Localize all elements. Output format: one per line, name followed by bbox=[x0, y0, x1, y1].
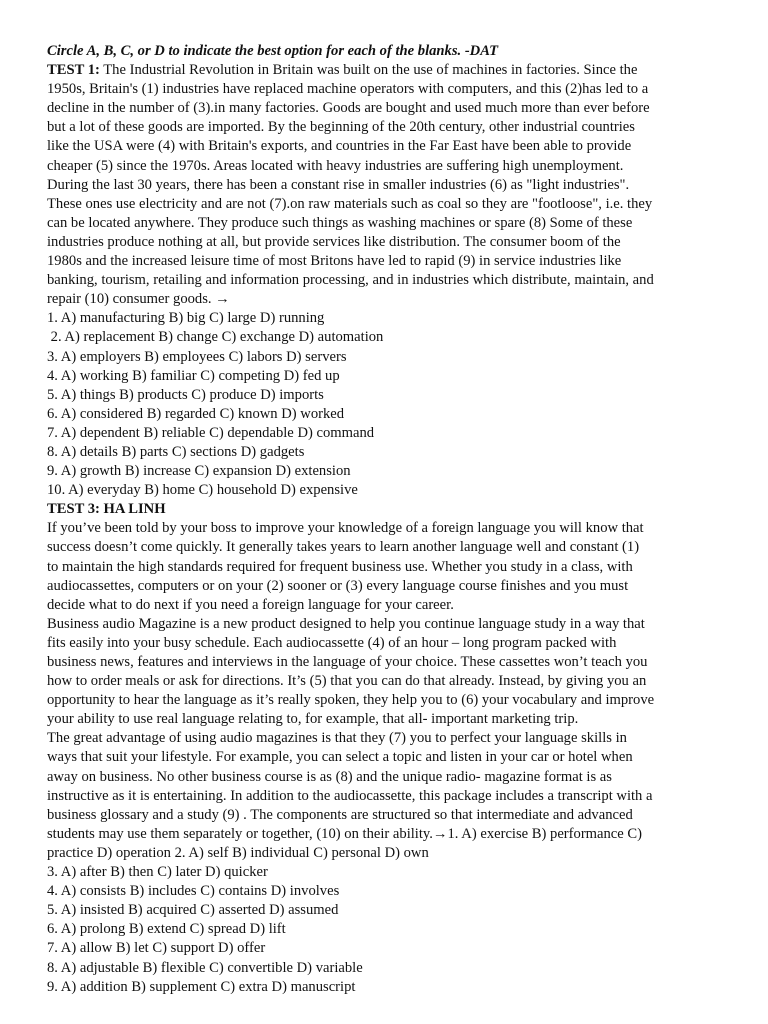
test1-passage-line: industries produce nothing at all, but provide services like distribution. The consumer boom of the bbox=[47, 233, 621, 250]
test1-option-line: 9. A) growth B) increase C) expansion D) extension bbox=[47, 463, 351, 480]
test3-passage-line: opportunity to hear the language as it’s really spoken, they help you to (6) your vocabulary and improve bbox=[47, 692, 655, 709]
test3-passage-line: to maintain the high standards required for frequent business use. Whether you study in a class, with bbox=[47, 558, 633, 575]
test1-passage-line: like the USA were (4) with Britain's exports, and countries in the Far East have been able to provide bbox=[47, 138, 632, 155]
test1-passage-line: The Industrial Revolution in Britain was built on the use of machines in factories. Since the bbox=[99, 62, 638, 79]
test3-option-line: 4. A) consists B) includes C) contains D) involves bbox=[47, 883, 340, 900]
test1-passage-line: banking, tourism, retailing and information processing, and in industries which distribute, maintain, and bbox=[47, 272, 654, 289]
test3-passage-line: ways that suit your lifestyle. For example, you can select a topic and listen in your car or hotel when bbox=[47, 749, 633, 766]
test1-option-line: 7. A) dependent B) reliable C) dependable D) command bbox=[47, 424, 375, 441]
test3-passage-line: away on business. No other business course is as (8) and the unique radio- magazine format is as bbox=[47, 768, 612, 785]
test3-passage-line: The great advantage of using audio magazines is that they (7) you to perfect your language skills in bbox=[47, 730, 627, 747]
test1-passage-line: cheaper (5) since the 1970s. Areas located with heavy industries are suffering high unemployment. bbox=[47, 157, 624, 174]
test3-option-line: 7. A) allow B) let C) support D) offer bbox=[47, 940, 266, 957]
test3-passage-line: instructive as it is entertaining. In addition to the audiocassette, this package includes a transcript with a bbox=[47, 787, 653, 804]
test1-passage-line: decline in the number of (3).in many factories. Goods are bought and used much more than ever before bbox=[47, 100, 650, 117]
test3-passage-line: business news, features and interviews in the language of your choice. These cassettes won’t teach you bbox=[47, 654, 648, 670]
test3-passage-line: audiocassettes, computers or on your (2) sooner or (3) every language course finishes and you must bbox=[47, 577, 629, 594]
test1-option-line: 5. A) things B) products C) produce D) imports bbox=[47, 386, 324, 403]
test1-passage-line: 1980s and the increased leisure time of most Britons have led to rapid (9) in service industries like bbox=[47, 253, 622, 270]
test1-passage-line: 1950s, Britain's (1) industries have replaced machine operators with computers, and this (2)has led to a bbox=[47, 81, 649, 98]
test3-passage-line: success doesn’t come quickly. It generally takes years to learn another language well and constant (1) bbox=[47, 539, 640, 556]
document-page bbox=[47, 42, 747, 997]
test3-passage-line: students may use them separately or together, (10) on their ability.→1. A) exercise B) performance C) bbox=[47, 825, 643, 842]
test3-passage-line: practice D) operation 2. A) self B) individual C) personal D) own bbox=[47, 844, 429, 861]
test1-passage-line: repair (10) consumer goods. → bbox=[47, 291, 230, 308]
test1-option-line: 3. A) employers B) employees C) labors D) servers bbox=[47, 348, 347, 365]
test3-passage-line: fits easily into your busy schedule. Each audiocassette (4) of an hour – long program packed with bbox=[47, 634, 617, 651]
test3-option-line: 5. A) insisted B) acquired C) asserted D) assumed bbox=[47, 902, 339, 919]
test1-option-line: 4. A) working B) familiar C) competing D) fed up bbox=[47, 367, 340, 384]
test3-option-line: 9. A) addition B) supplement C) extra D) manuscript bbox=[47, 978, 356, 995]
test1-passage-line: During the last 30 years, there has been a constant rise in smaller industries (6) as "light industries". bbox=[47, 176, 630, 193]
test3-heading: TEST 3: HA LINH bbox=[47, 501, 166, 518]
test3-option-line: 8. A) adjustable B) flexible C) convertible D) variable bbox=[47, 959, 363, 976]
test3-passage-line: how to order meals or ask for directions. It’s (5) that you can do that already. Instead, by giving you an bbox=[47, 673, 647, 690]
instruction-text: Circle A, B, C, or D to indicate the best option for each of the blanks. -DAT bbox=[47, 43, 499, 59]
test1-option-line: 1. A) manufacturing B) big C) large D) running bbox=[47, 310, 325, 327]
test1-option-line: 10. A) everyday B) home C) household D) expensive bbox=[47, 482, 358, 499]
test3-passage-line: decide what to do next if you need a foreign language for your career. bbox=[47, 596, 454, 613]
test1-passage-line: These ones use electricity and are not (7).on raw materials such as coal so they are "footloose", i.e. they bbox=[47, 195, 653, 212]
test1-option-line: 2. A) replacement B) change C) exchange D) automation bbox=[47, 329, 384, 346]
test1-passage-line: can be located anywhere. They produce such things as washing machines or spare (8) Some of these bbox=[47, 214, 633, 231]
test3-passage-line: your ability to use real language relating to, for example, that all- important marketing trip. bbox=[47, 711, 579, 728]
test3-passage-line: business glossary and a study (9) . The components are structured so that intermediate and advanced bbox=[47, 806, 633, 823]
test3-option-line: 6. A) prolong B) extend C) spread D) lift bbox=[47, 921, 286, 938]
test1-passage-line: but a lot of these goods are imported. By the beginning of the 20th century, other industrial countries bbox=[47, 119, 635, 136]
test3-passage-line: If you’ve been told by your boss to improve your knowledge of a foreign language you will know that bbox=[47, 520, 644, 537]
test3-option-line: 3. A) after B) then C) later D) quicker bbox=[47, 864, 268, 881]
test3-passage-line: Business audio Magazine is a new product designed to help you continue language study in a way that bbox=[47, 615, 645, 632]
test1-option-line: 6. A) considered B) regarded C) known D) worked bbox=[47, 405, 345, 422]
test1-option-line: 8. A) details B) parts C) sections D) gadgets bbox=[47, 443, 305, 460]
test1-heading: TEST 1: bbox=[47, 62, 100, 79]
test1-first-line bbox=[47, 61, 747, 80]
